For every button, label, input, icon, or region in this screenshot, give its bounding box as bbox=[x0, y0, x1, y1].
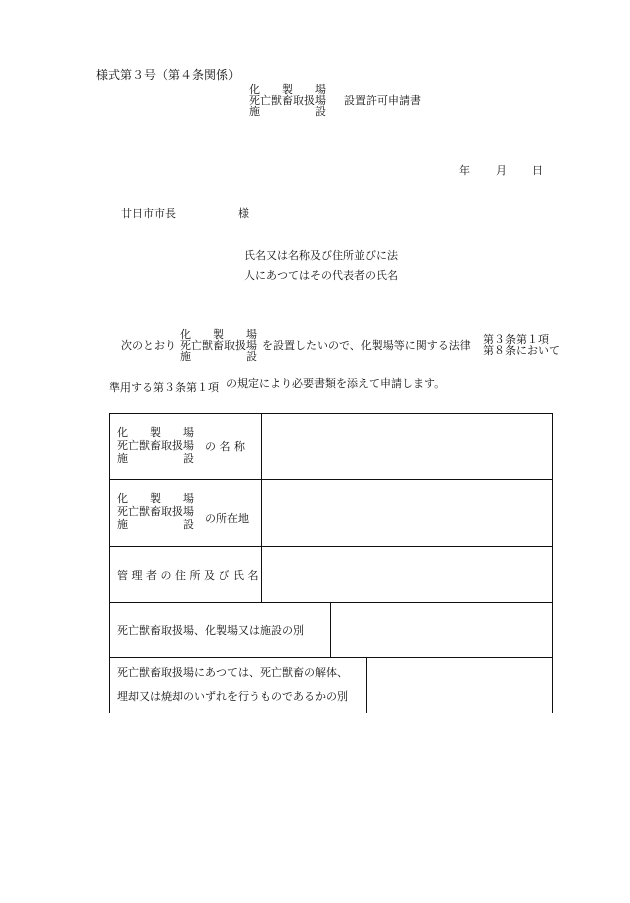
body-prefix: 次のとおり bbox=[121, 339, 176, 352]
body-law-stack bbox=[483, 334, 560, 356]
row4-label: 死亡獣畜取扱場、化製場又は施設の別 bbox=[117, 624, 304, 637]
row3-label: 管 理 者 の 住 所 及 び 氏 名 bbox=[117, 569, 259, 582]
body-middle: を設置したいので、化製場等に関する法律 bbox=[262, 339, 471, 352]
date-month: 月 bbox=[496, 164, 507, 177]
row4-value-cell[interactable] bbox=[330, 602, 553, 658]
body-facility-mid: 死亡獣畜取扱場 bbox=[180, 339, 257, 352]
row3-value-cell[interactable] bbox=[261, 546, 553, 603]
addressee-name: 廿日市市長 bbox=[121, 207, 176, 220]
row5-line2: 埋却又は焼却のいずれを行うものであるかの別 bbox=[117, 690, 348, 703]
title-facility-top: 化 製 場 bbox=[249, 83, 326, 96]
body-facility-top: 化 製 場 bbox=[180, 328, 257, 341]
row1-suffix: の 名 称 bbox=[205, 440, 245, 453]
row4-label-cell bbox=[109, 602, 331, 658]
row1-facility-bot: 施 設 bbox=[117, 452, 194, 465]
body-facility-bot: 施 設 bbox=[180, 350, 257, 363]
row5-line1: 死亡獣畜取扱場にあつては、死亡獣畜の解体、 bbox=[117, 666, 348, 679]
row1-facility-stack bbox=[117, 426, 194, 465]
form-number: 様式第３号（第４条関係） bbox=[96, 68, 241, 82]
row1-value-cell[interactable] bbox=[261, 413, 553, 480]
row2-label-cell bbox=[109, 479, 262, 547]
row3-label-cell bbox=[109, 546, 262, 603]
row2-facility-bot: 施 設 bbox=[117, 518, 194, 531]
date-year: 年 bbox=[459, 164, 470, 177]
body-line2-rest: の規定により必要書類を添えて申請します。 bbox=[226, 377, 446, 390]
row1-label-cell bbox=[109, 413, 262, 480]
date-day: 日 bbox=[532, 164, 543, 177]
row2-facility-stack bbox=[117, 492, 194, 531]
row1-facility-top: 化 製 場 bbox=[117, 426, 194, 439]
row5-label-cell bbox=[109, 657, 367, 713]
applicant-line1: 氏名又は名称及び住所並びに法 bbox=[244, 249, 398, 262]
title-facility-bot: 施 設 bbox=[249, 105, 326, 118]
addressee-honorific: 様 bbox=[238, 207, 249, 220]
row2-value-cell[interactable] bbox=[261, 479, 553, 547]
title-facility-stack bbox=[249, 84, 326, 117]
title-suffix: 設置許可申請書 bbox=[344, 94, 421, 107]
row1-facility-mid: 死亡獣畜取扱場 bbox=[117, 439, 194, 452]
applicant-line2: 人にあつてはその代表者の氏名 bbox=[244, 269, 398, 282]
body-facility-stack bbox=[180, 329, 257, 362]
row2-facility-top: 化 製 場 bbox=[117, 492, 194, 505]
body-line2-lead: 準用する第３条第１項 bbox=[109, 381, 219, 394]
title-facility-mid: 死亡獣畜取扱場 bbox=[249, 94, 326, 107]
body-law-bot: 第８条において bbox=[483, 344, 560, 357]
row5-value-cell[interactable] bbox=[366, 657, 553, 713]
body-law-top: 第３条第１項 bbox=[483, 333, 549, 346]
row2-suffix: の所在地 bbox=[205, 512, 249, 525]
row2-facility-mid: 死亡獣畜取扱場 bbox=[117, 505, 194, 518]
